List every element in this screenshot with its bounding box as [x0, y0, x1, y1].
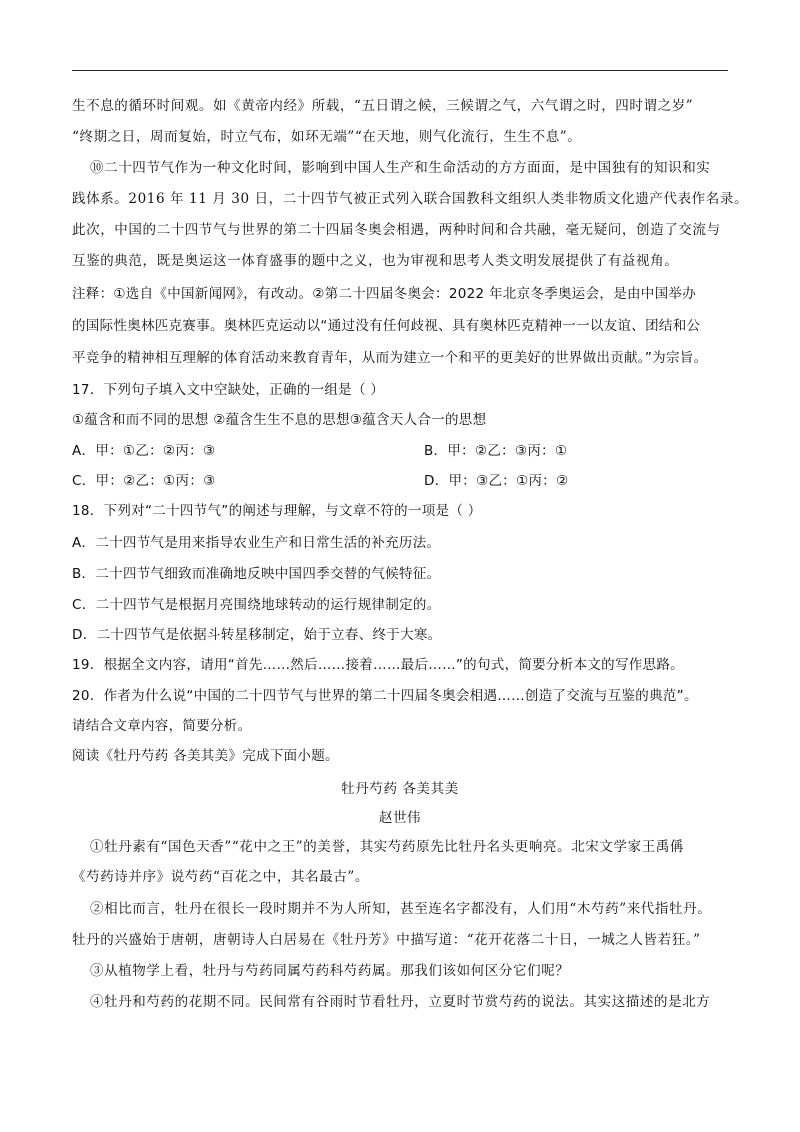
article-line: ①牡丹素有“国色天香”“花中之王”的美誉，其实芍药原先比牡丹名头更响亮。北宋文学家王禹偁: [90, 839, 685, 855]
option-a: A．二十四节气是用来指导农业生产和日常生活的补充历法。: [72, 535, 441, 551]
article-title: 牡丹芍药 各美其美: [341, 781, 459, 797]
header-rule: [72, 70, 728, 71]
option-d: D．二十四节气是依据斗转星移制定，始于立春、终于大寒。: [72, 627, 442, 643]
article-author: 赵世伟: [378, 810, 422, 826]
question-18-stem: 18．下列对“二十四节气”的阐述与理解，与文章不符的一项是（ ）: [72, 503, 482, 519]
reading-intro: 阅读《牡丹芍药 各美其美》完成下面小题。: [72, 748, 339, 764]
option-a: A．甲：①乙：②丙：③: [72, 443, 216, 459]
article-line: ②相比而言，牡丹在很长一段时期并不为人所知，甚至连名字都没有，人们用“木芍药”来代指牡丹。: [90, 901, 712, 917]
note-line: 平竞争的精神相互理解的体育活动来教育青年，从而为建立一个和平的更美好的世界做出贡献。”为宗旨。: [72, 350, 708, 366]
option-c: C．甲：②乙：①丙：③: [72, 473, 216, 489]
passage-line: 践体系。2016 年 11 月 30 日，二十四节气被正式列入联合国教科文组织人类非物质文化遗产代表作名录。: [72, 191, 749, 207]
note-line: 的国际性奥林匹克赛事。奥林匹克运动以“通过没有任何歧视、具有奥林匹克精神一一以友谊、团结和公: [72, 318, 701, 334]
passage-line: 互鉴的典范，既是奥运这一体育盛事的题中之义，也为审视和思考人类文明发展提供了有益视角。: [72, 253, 679, 269]
question-20-stem: 20．作者为什么说“中国的二十四节气与世界的第二十四届冬奥会相遇……创造了交流与互鉴的典范”。: [72, 688, 698, 704]
article-line: ③从植物学上看，牡丹与芍药同属芍药科芍药属。那我们该如何区分它们呢？: [90, 963, 570, 979]
passage-line: 生不息的循环时间观。如《黄帝内经》所载，“五日谓之候，三候谓之气，六气谓之时，四时谓之岁”: [72, 98, 694, 114]
question-19-stem: 19．根据全文内容，请用“首先……然后……接着……最后……”的句式，简要分析本文的写作思路。: [72, 657, 684, 673]
question-17-options-row2: [72, 471, 732, 491]
question-17-items: ①蕴含和而不同的思想 ②蕴含生生不息的思想③蕴含天人合一的思想: [72, 412, 487, 428]
passage-line: “终期之日，周而复始，时立气布，如环无端”“在天地，则气化流行，生生不息”。: [72, 129, 582, 145]
passage-line: 此次，中国的二十四节气与世界的第二十四届冬奥会相遇，两种时间和合共融，毫无疑问，创造了交流与: [72, 222, 721, 238]
option-c: C．二十四节气是根据月亮围绕地球转动的运行规律制定的。: [72, 597, 441, 613]
question-20-stem-cont: 请结合文章内容，简要分析。: [72, 718, 252, 734]
option-b: B．二十四节气细致而准确地反映中国四季交替的气候特征。: [72, 566, 441, 582]
article-line: 《芍药诗并序》说芍药“百花之中，其名最古”。: [72, 869, 370, 885]
article-line: 牡丹的兴盛始于唐朝，唐朝诗人白居易在《牡丹芳》中描写道：“花开花落二十日，一城之人皆若狂。”: [72, 932, 701, 948]
note-line: 注释：①选自《中国新闻网》，有改动。②第二十四届冬奥会：2022 年北京冬季奥运会，是由中国举办: [72, 286, 697, 302]
option-b: B．甲：②乙：③丙：①: [424, 443, 568, 459]
option-d: D．甲：③乙：①丙：②: [424, 473, 569, 489]
passage-line: ⑩二十四节气作为一种文化时间，影响到中国人生产和生命活动的方方面面，是中国独有的知识和实: [90, 160, 711, 176]
question-17-stem: 17．下列句子填入文中空缺处，正确的一组是（ ）: [72, 382, 385, 398]
question-17-options-row1: [72, 441, 732, 461]
article-line: ④牡丹和芍药的花期不同。民间常有谷雨时节看牡丹，立夏时节赏芍药的说法。其实这描述的是北方: [90, 994, 711, 1010]
